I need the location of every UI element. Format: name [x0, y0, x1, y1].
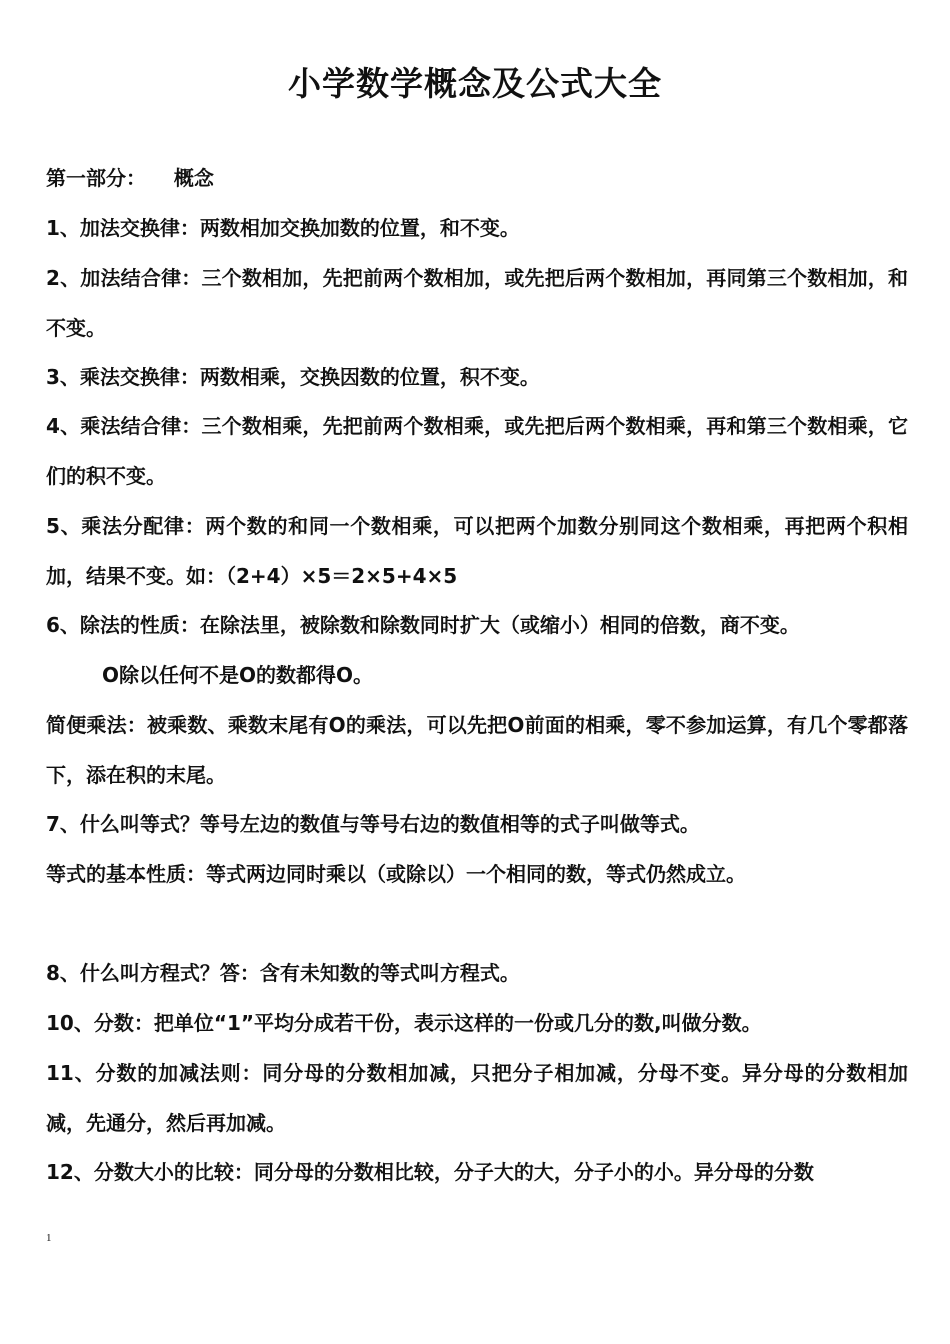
paragraph-equation-property: 等式的基本性质：等式两边同时乘以（或除以）一个相同的数，等式仍然成立。 [46, 862, 746, 886]
paragraph-11: 11、分数的加减法则：同分母的分数相加减，只把分子相加减，分母不变。异分母的分数相加减，先通分，然后再加减。 [46, 1061, 908, 1135]
section-heading: 第一部分： 概念 [46, 166, 214, 190]
paragraph-2: 2、加法结合律：三个数相加，先把前两个数相加，或先把后两个数相加，再同第三个数相加，和不变。 [46, 266, 908, 340]
paragraph-8: 8、什么叫方程式？答：含有未知数的等式叫方程式。 [46, 961, 520, 985]
paragraph-6: 6、除法的性质：在除法里，被除数和除数同时扩大（或缩小）相同的倍数，商不变。 [46, 613, 800, 637]
paragraph-simple-multiplication: 简便乘法：被乘数、乘数末尾有O的乘法，可以先把O前面的相乘，零不参加运算，有几个零都落下，添在积的末尾。 [46, 713, 908, 787]
paragraph-5: 5、乘法分配律：两个数的和同一个数相乘，可以把两个加数分别同这个数相乘，再把两个积相加，结果不变。如：（2+4）×5＝2×5+4×5 [46, 514, 908, 588]
page-title: 小学数学概念及公式大全 [288, 64, 662, 103]
paragraph-7: 7、什么叫等式？等号左边的数值与等号右边的数值相等的式子叫做等式。 [46, 812, 700, 836]
page-number: 1 [46, 1232, 52, 1244]
paragraph-10: 10、分数：把单位“1”平均分成若干份，表示这样的一份或几分的数,叫做分数。 [46, 1011, 762, 1035]
paragraph-6-note: O除以任何不是O的数都得O。 [102, 663, 374, 687]
paragraph-3: 3、乘法交换律：两数相乘，交换因数的位置，积不变。 [46, 365, 540, 389]
paragraph-1: 1、加法交换律：两数相加交换加数的位置，和不变。 [46, 216, 520, 240]
paragraph-4: 4、乘法结合律：三个数相乘，先把前两个数相乘，或先把后两个数相乘，再和第三个数相乘，它们的积不变。 [46, 414, 908, 488]
paragraph-12: 12、分数大小的比较：同分母的分数相比较，分子大的大，分子小的小。异分母的分数 [46, 1160, 814, 1184]
